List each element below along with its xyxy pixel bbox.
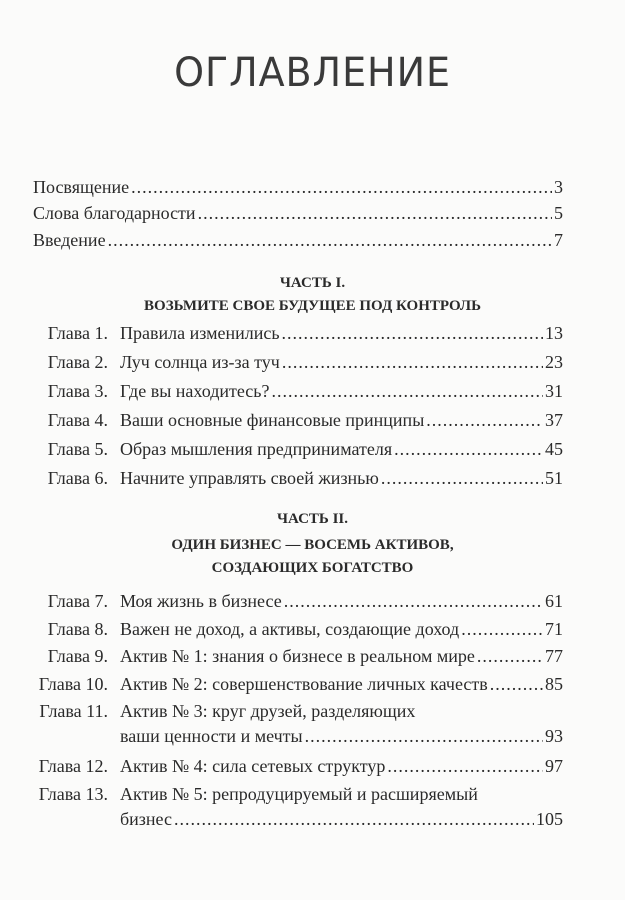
toc-entry[interactable] [33,175,563,199]
dot-leader [477,644,543,668]
dot-leader [284,589,543,613]
chapter-title: Луч солнца из-за туч [120,352,280,372]
chapter-label: Глава 11. [39,701,108,721]
chapter-label: Глава 5. [47,439,108,459]
toc-chapter[interactable] [0,408,625,432]
chapter-title: Образ мышления предпринимателя [120,439,393,459]
toc-chapter[interactable] [0,321,625,345]
chapter-label: Глава 1. [47,323,108,343]
toc-chapter[interactable] [0,644,625,668]
dot-leader [272,379,544,403]
toc-entry[interactable] [33,228,563,252]
entry-title: Введение [33,230,106,250]
dot-leader [381,466,543,490]
chapter-label: Глава 4. [47,410,108,430]
chapter-label: Глава 10. [38,673,108,694]
dot-leader [282,350,543,374]
entry-title: Посвящение [33,177,130,197]
part-label: ЧАСТЬ II. [276,511,349,527]
toc-chapter[interactable] [0,754,625,778]
dot-leader [131,175,552,199]
dot-leader [387,754,543,778]
entry-title: Слова благодарности [33,203,196,223]
part-title: ОДИН БИЗНЕС — ВОСЕМЬ АКТИВОВ, [171,537,454,553]
toc-chapter[interactable] [0,782,625,806]
chapter-title: Начните управлять своей жизнью [120,468,379,488]
chapter-title: Важен не доход, а активы, создающие доход [120,618,460,639]
chapter-page: 51 [545,468,563,488]
chapter-label: Глава 12. [38,756,108,776]
chapter-title: Где вы находитесь? [120,381,270,401]
chapter-page: 85 [545,673,563,694]
dot-leader [394,437,543,461]
part-title: ВОЗЬМИТЕ СВОЕ БУДУЩЕЕ ПОД КОНТРОЛЬ [144,298,481,314]
chapter-label: Глава 6. [47,468,108,488]
toc-chapter[interactable] [0,672,625,696]
dot-leader [174,807,534,831]
chapter-title-cont: бизнес [120,808,172,829]
chapter-title: Моя жизнь в бизнесе [120,591,282,611]
toc-chapter[interactable] [0,699,625,723]
chapter-page: 97 [545,756,563,776]
dot-leader [282,321,543,345]
chapter-title: Актив № 5: репродуцируемый и расширяемый [120,783,478,804]
chapter-page: 93 [545,726,563,746]
chapter-label: Глава 9. [47,646,108,666]
page-title: ОГЛАВЛЕНИЕ [174,50,451,96]
chapter-page: 37 [545,410,563,430]
toc-chapter[interactable] [0,589,625,613]
chapter-title-cont: ваши ценности и мечты [120,726,303,746]
chapter-title: Актив № 1: знания о бизнесе в реальном мире [120,646,475,666]
chapter-title: Актив № 3: круг друзей, разделяющих [120,701,416,721]
dot-leader [108,228,552,252]
entry-page: 7 [554,230,563,250]
chapter-page: 105 [536,808,563,829]
toc-chapter-continuation[interactable] [0,807,625,831]
chapter-page: 45 [545,439,563,459]
chapter-label: Глава 7. [47,591,108,611]
chapter-page: 61 [545,591,563,611]
chapter-title: Ваши основные финансовые принципы [120,410,425,430]
part-label: ЧАСТЬ I. [279,275,346,291]
toc-chapter[interactable] [0,379,625,403]
toc-entry[interactable] [33,201,563,225]
toc-chapter[interactable] [0,617,625,641]
dot-leader [461,617,543,641]
entry-page: 5 [554,203,563,223]
chapter-page: 71 [545,618,563,639]
toc-chapter[interactable] [0,466,625,490]
chapter-page: 77 [545,646,563,666]
dot-leader [305,724,543,748]
chapter-label: Глава 13. [38,783,108,804]
dot-leader [490,672,543,696]
chapter-title: Актив № 2: совершенствование личных качеств [120,673,488,694]
entry-page: 3 [554,177,563,197]
dot-leader [426,408,543,432]
chapter-title: Правила изменились [120,323,280,343]
chapter-label: Глава 2. [47,352,108,372]
chapter-page: 31 [545,381,563,401]
chapter-page: 13 [545,323,563,343]
chapter-page: 23 [545,352,563,372]
part-title: СОЗДАЮЩИХ БОГАТСТВО [211,560,414,576]
chapter-label: Глава 8. [47,618,108,639]
toc-chapter[interactable] [0,350,625,374]
toc-chapter-continuation[interactable] [0,724,625,748]
toc-chapter[interactable] [0,437,625,461]
chapter-title: Актив № 4: сила сетевых структур [120,756,386,776]
dot-leader [198,201,552,225]
chapter-label: Глава 3. [47,381,108,401]
